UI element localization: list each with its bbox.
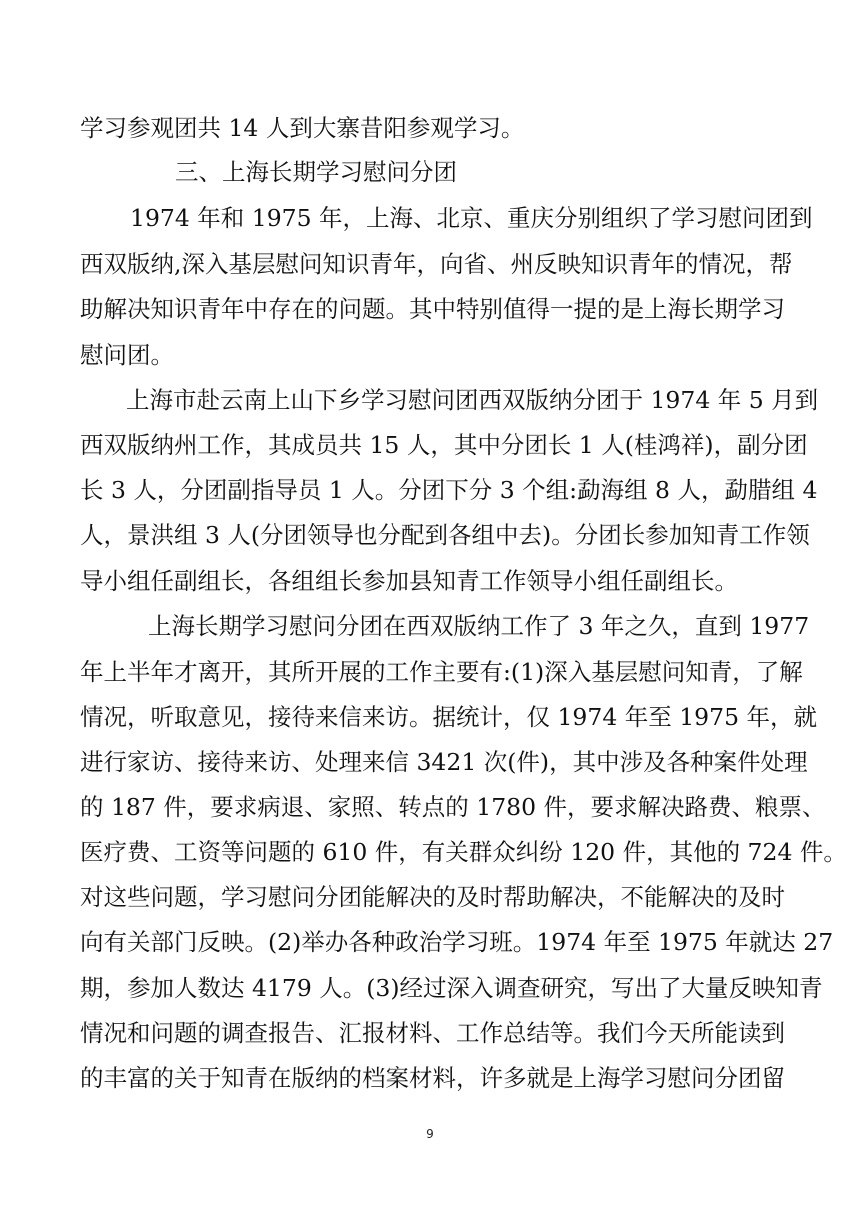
section-heading: 三、上海长期学习慰问分团 <box>175 158 457 186</box>
text-line: 西双版纳州工作，其成员共 15 人，其中分团长 1 人(桂鸿祥)，副分团 <box>80 431 808 459</box>
text-line: 1974 年和 1975 年，上海、北京、重庆分别组织了学习慰问团到 <box>130 204 813 232</box>
text-line: 慰问团。 <box>80 341 174 369</box>
text-line: 的 187 件，要求病退、家照、转点的 1780 件，要求解决路费、粮票、 <box>80 793 826 821</box>
text-line: 学习参观团共 14 人到大寨昔阳参观学习。 <box>80 114 525 142</box>
text-line: 导小组任副组长，各组组长参加县知青工作领导小组任副组长。 <box>80 567 738 595</box>
text-line: 年上半年才离开，其所开展的工作主要有:(1)深入基层慰问知青，了解 <box>80 658 803 686</box>
text-line: 对这些问题，学习慰问分团能解决的及时帮助解决，不能解决的及时 <box>80 883 785 911</box>
text-line: 上海市赴云南上山下乡学习慰问团西双版纳分团于 1974 年 5 月到 <box>126 386 819 414</box>
text-line: 期，参加人数达 4179 人。(3)经过深入调查研究，写出了大量反映知青 <box>80 974 823 1002</box>
page-number: 9 <box>426 1127 434 1141</box>
text-line: 长 3 人，分团副指导员 1 人。分团下分 3 个组:勐海组 8 人，勐腊组 4 <box>80 476 818 504</box>
text-line: 的丰富的关于知青在版纳的档案材料，许多就是上海学习慰问分团留 <box>80 1064 785 1092</box>
text-line: 助解决知识青年中存在的问题。其中特别值得一提的是上海长期学习 <box>80 295 785 323</box>
text-line: 向有关部门反映。(2)举办各种政治学习班。1974 年至 1975 年就达 27 <box>80 928 834 956</box>
text-line: 西双版纳,深入基层慰问知识青年，向省、州反映知识青年的情况，帮 <box>80 250 793 278</box>
text-line: 情况，听取意见，接待来信来访。据统计，仅 1974 年至 1975 年，就 <box>80 703 817 731</box>
text-line: 进行家访、接待来访、处理来信 3421 次(件)，其中涉及各种案件处理 <box>80 748 808 776</box>
text-line: 情况和问题的调查报告、汇报材料、工作总结等。我们今天所能读到 <box>80 1019 785 1047</box>
text-line: 上海长期学习慰问分团在西双版纳工作了 3 年之久，直到 1977 <box>148 612 810 640</box>
text-line: 医疗费、工资等问题的 610 件，有关群众纠纷 120 件，其他的 724 件。 <box>80 838 847 866</box>
text-line: 人，景洪组 3 人(分团领导也分配到各组中去)。分团长参加知青工作领 <box>80 521 810 549</box>
